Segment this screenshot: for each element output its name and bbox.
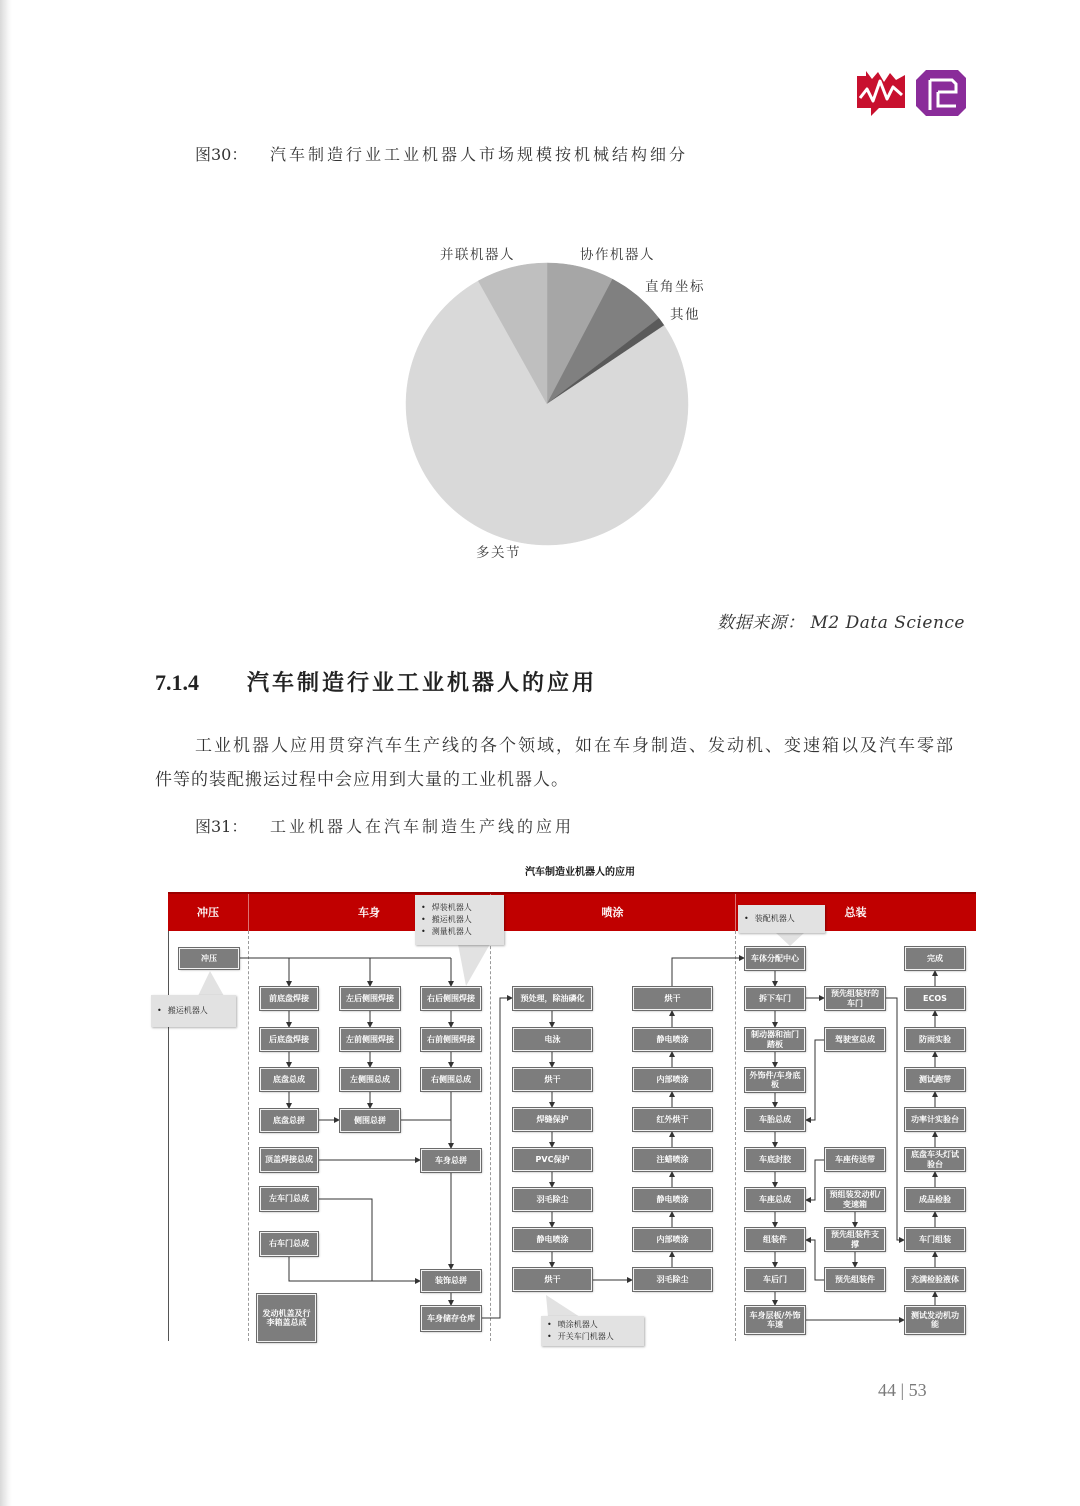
- process-box-b-body-marriage: 车身总拼: [421, 1149, 481, 1172]
- process-box-a-underbody: 车底封胶: [745, 1148, 805, 1171]
- callout-pointer-paint: [546, 1295, 580, 1317]
- figure31-label: 图31：: [195, 817, 248, 836]
- process-box-a-ecos: ECOS: [905, 987, 965, 1010]
- process-box-p-wax: 注蜡喷涂: [633, 1148, 712, 1171]
- process-box-a-assembly-part: 组装件: [745, 1228, 805, 1251]
- process-box-p-dry3: 烘干: [633, 987, 712, 1010]
- page-edge-shadow: [0, 0, 12, 1506]
- process-box-b-rr-side: 右后侧围焊接: [421, 987, 481, 1010]
- callout-pointer-assembly: [775, 932, 805, 946]
- process-box-p-feather1: 羽毛除尘: [513, 1188, 592, 1211]
- stage-paint: 喷涂: [601, 906, 624, 919]
- process-box-b-lr-side: 左后侧围焊接: [340, 987, 400, 1010]
- flow-arrow: [805, 1160, 825, 1200]
- flow-arrow: [289, 1256, 421, 1281]
- process-box-p-electro3: 静电喷涂: [633, 1028, 712, 1051]
- flow-arrow: [805, 1040, 825, 1120]
- process-box-p-interior1: 内部喷涂: [633, 1228, 712, 1251]
- process-box-b-floor-assy: 底盘总成: [260, 1068, 318, 1091]
- process-box-b-roof: 顶盖焊接总成: [260, 1148, 318, 1172]
- stage-header-bar: [168, 892, 976, 931]
- process-box-b-rf-side: 右前侧围焊接: [421, 1028, 481, 1051]
- process-box-p-interior2: 内部喷涂: [633, 1068, 712, 1091]
- process-box-a-distribution: 车体分配中心: [745, 947, 805, 970]
- diagram-left-border: [168, 931, 169, 1341]
- process-box-b-body-storage: 车身储存仓库: [421, 1306, 481, 1331]
- process-box-a-brake-pedal: 制动器和油门踏板: [745, 1028, 805, 1051]
- stage-body: 车身: [358, 906, 380, 919]
- process-box-b-r-side-assy: 右侧围总成: [421, 1068, 481, 1091]
- process-box-a-seat: 车座总成: [745, 1188, 805, 1211]
- process-box-b-floor-marriage: 底盘总拼: [260, 1109, 318, 1132]
- process-box-a-panel: 车身层板/外饰车速: [745, 1306, 805, 1334]
- purple-cube-logo: [916, 70, 966, 116]
- process-box-a-remove-doors: 拆下车门: [745, 987, 805, 1010]
- process-box-b-side-marriage: 侧围总拼: [340, 1109, 400, 1132]
- process-box-b-hood-trunk: 发动机盖及行李箱盖总成: [257, 1294, 316, 1342]
- process-box-a-seat-conveyor: 车座传送带: [825, 1148, 885, 1171]
- red-waveform-logo: [857, 70, 905, 116]
- process-box-p-dry1: 烘干: [513, 1068, 592, 1091]
- callout-item: • 装配机器人: [744, 913, 795, 925]
- process-box-a-exterior: 外饰件/车身底板: [745, 1068, 805, 1092]
- pie-chart: [397, 254, 697, 554]
- process-box-p-ed: 电泳: [513, 1028, 592, 1051]
- pie-label-collaborative: 协作机器人: [580, 247, 655, 263]
- process-box-p-electro1: 静电喷涂: [513, 1228, 592, 1251]
- callout-paint-robots: [541, 1316, 644, 1346]
- callout-item: • 测量机器人: [421, 926, 472, 938]
- process-box-a-engine-test: 测试发动机功能: [905, 1306, 965, 1334]
- process-box-p-pvc: PVC保护: [513, 1148, 592, 1171]
- stage-divider: [490, 931, 491, 1341]
- process-box-stamping: 冲压: [179, 948, 239, 969]
- header-separator: [248, 894, 249, 931]
- figure31-title: 工业机器人在汽车制造生产线的应用: [270, 817, 575, 836]
- section-number: 7.1.4: [155, 670, 199, 695]
- paragraph-line-1: 工业机器人应用贯穿汽车生产线的各个领域，如在车身制造、发动机、变速箱以及汽车零部: [195, 736, 955, 756]
- pie-label-other: 其他: [670, 307, 700, 323]
- process-box-a-tire: 车胎总成: [745, 1108, 805, 1131]
- process-box-b-rear-floor: 后底盘焊接: [260, 1028, 318, 1051]
- stage-assembly: 总装: [844, 906, 867, 919]
- flow-connector: [318, 1199, 372, 1281]
- callout-pointer-body: [458, 944, 490, 986]
- process-box-a-dyno: 功率计实验台: [905, 1108, 965, 1131]
- pie-label-parallel: 并联机器人: [440, 247, 515, 263]
- callout-stamping-robots: [151, 995, 236, 1027]
- flow-arrow: [885, 998, 905, 1240]
- process-box-a-cockpit: 驾驶室总成: [825, 1028, 885, 1051]
- pie-label-cartesian: 直角坐标: [645, 279, 705, 295]
- process-box-p-pretreat: 预处理，除油磷化: [513, 987, 592, 1010]
- callout-item: • 搬运机器人: [421, 914, 472, 926]
- process-box-b-front-floor: 前底盘焊接: [260, 987, 318, 1010]
- figure30-title: 汽车制造行业工业机器人市场规模按机械结构细分: [270, 145, 689, 164]
- process-box-a-door-assy: 车门组装: [905, 1228, 965, 1251]
- process-box-p-feather2: 羽毛除尘: [633, 1268, 712, 1291]
- process-box-a-support: 预先组装件支撑: [825, 1228, 885, 1251]
- header-separator: [735, 894, 736, 931]
- data-source: 数据来源： M2 Data Science: [717, 613, 965, 633]
- process-box-a-rain: 防雨实验: [905, 1028, 965, 1051]
- process-box-p-dry2: 烘干: [513, 1268, 592, 1291]
- process-box-b-lf-side: 左前侧围焊接: [340, 1028, 400, 1051]
- callout-item: • 开关车门机器人: [547, 1331, 614, 1343]
- callout-pointer-stamping: [198, 971, 224, 996]
- process-box-a-fluid: 充满检验液体: [905, 1268, 965, 1291]
- process-box-a-pre-doors: 预先组装好的车门: [825, 987, 885, 1010]
- process-box-a-done: 完成: [905, 947, 965, 970]
- process-box-a-headlamp: 底盘车头灯试验台: [905, 1148, 965, 1171]
- process-box-b-l-side-assy: 左侧围总成: [340, 1068, 400, 1091]
- process-box-b-r-door: 右车门总成: [260, 1232, 318, 1256]
- callout-assembly-robots: [738, 905, 825, 933]
- process-box-b-trim-marriage: 装饰总拼: [421, 1270, 481, 1292]
- process-box-a-test-drive: 测试跑带: [905, 1068, 965, 1091]
- callout-body-robots: [415, 895, 504, 945]
- section-title: 汽车制造行业工业机器人的应用: [247, 670, 598, 696]
- page-number: 44 | 53: [878, 1380, 927, 1400]
- process-box-b-l-door: 左车门总成: [260, 1187, 318, 1211]
- callout-item: • 喷涂机器人: [547, 1319, 614, 1331]
- callout-item: • 搬运机器人: [157, 1005, 208, 1017]
- process-box-a-powertrain: 预组装发动机/变速箱: [825, 1188, 885, 1211]
- process-box-p-ir-dry: 红外烘干: [633, 1108, 712, 1131]
- callout-item: • 焊装机器人: [421, 902, 472, 914]
- paragraph-line-2: 件等的装配搬运过程中会应用到大量的工业机器人。: [155, 770, 569, 790]
- process-box-p-seam: 焊缝保护: [513, 1108, 592, 1131]
- process-box-a-final-check: 成品检验: [905, 1188, 965, 1211]
- stage-divider: [248, 931, 249, 1341]
- diagram-title: 汽车制造业机器人的应用: [525, 867, 635, 878]
- process-box-a-rear-door: 车后门: [745, 1268, 805, 1291]
- stage-stamping: 冲压: [197, 906, 219, 919]
- stage-divider: [735, 931, 736, 1341]
- figure30-label: 图30：: [195, 145, 248, 164]
- process-box-a-pre-parts: 预先组装件: [825, 1268, 885, 1291]
- process-box-p-electro2: 静电喷涂: [633, 1188, 712, 1211]
- pie-label-articulated: 多关节: [476, 545, 521, 561]
- flow-arrow: [805, 1240, 825, 1280]
- flow-arrow: [481, 998, 513, 1318]
